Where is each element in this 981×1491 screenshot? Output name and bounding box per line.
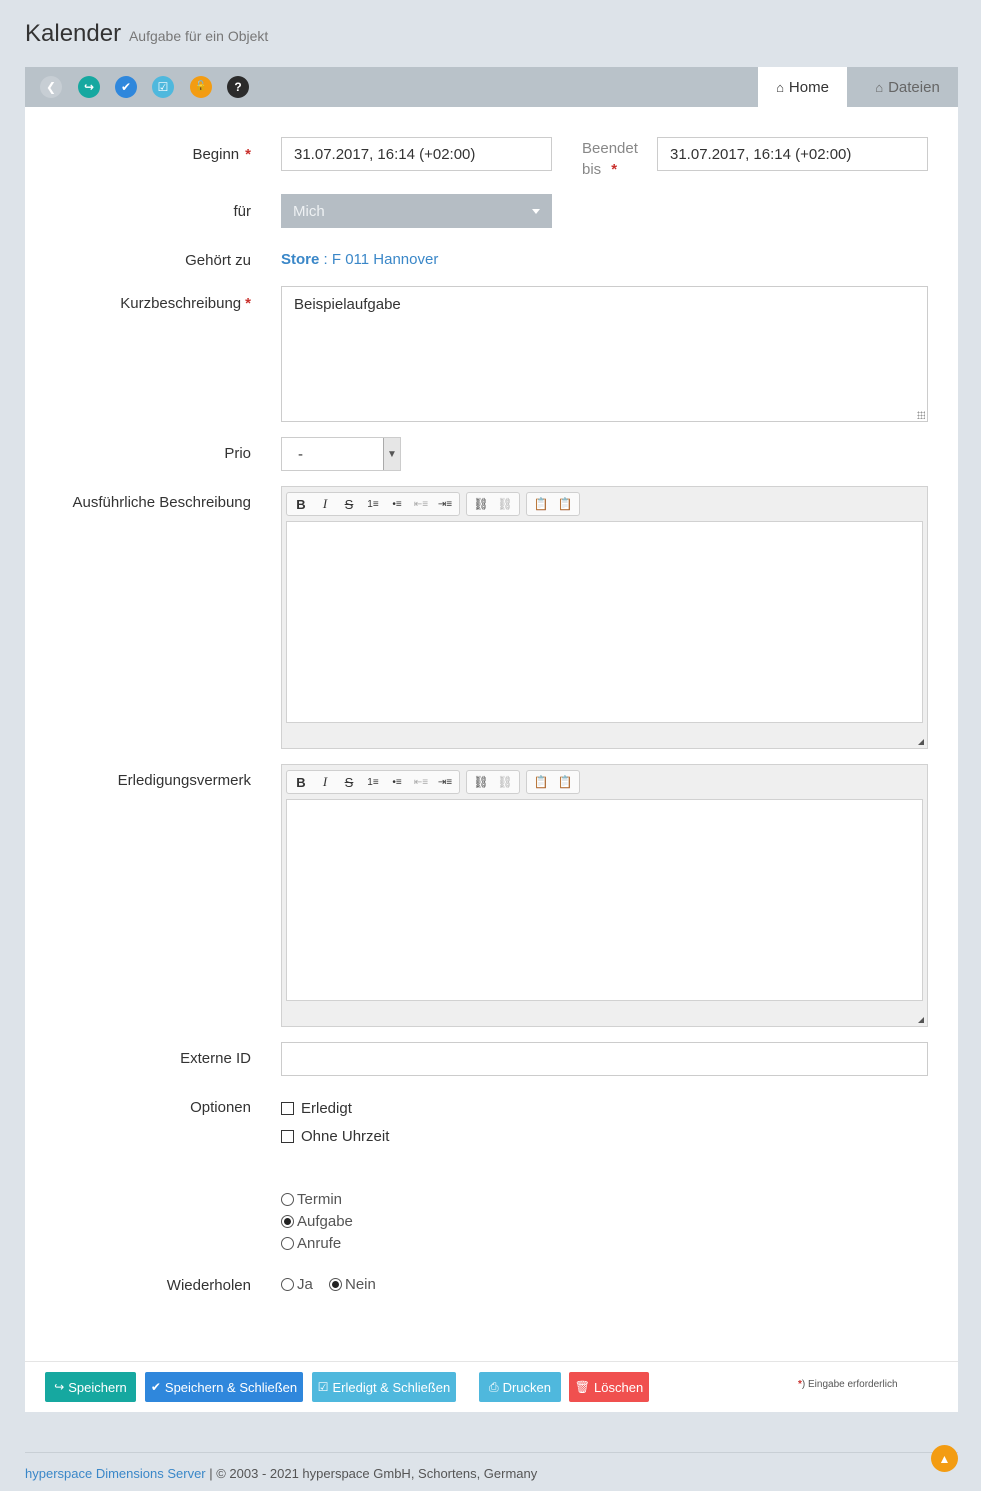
link-icon[interactable]: ⛓ bbox=[473, 497, 489, 511]
chevron-up-icon: ▲ bbox=[938, 1451, 951, 1466]
radio-circle[interactable] bbox=[281, 1278, 294, 1291]
beginn-input[interactable]: 31.07.2017, 16:14 (+02:00) bbox=[281, 137, 552, 171]
italic-icon[interactable]: I bbox=[322, 774, 328, 789]
gehoert-separator: : bbox=[319, 251, 332, 268]
radio-nein-label: Nein bbox=[345, 1276, 376, 1293]
beendet-label-line2: bis bbox=[582, 161, 602, 178]
check-glyph: ✔ bbox=[120, 80, 132, 94]
speichern-schliessen-button[interactable] bbox=[145, 1372, 303, 1402]
link-icon[interactable]: ⛓ bbox=[473, 775, 489, 789]
tab-home-label: Home bbox=[788, 78, 829, 96]
speichern-button[interactable] bbox=[45, 1372, 136, 1402]
outdent-icon[interactable]: ⇤≡ bbox=[413, 498, 429, 510]
gehoert-label: Gehört zu bbox=[185, 252, 251, 269]
erled-editor-area[interactable] bbox=[286, 799, 923, 1001]
required-hint bbox=[798, 1379, 898, 1390]
paste-text-icon[interactable]: 📋 bbox=[557, 775, 573, 789]
caret-down-icon bbox=[532, 209, 540, 214]
home-icon: ⌂ bbox=[776, 79, 784, 95]
resize-handle-icon[interactable] bbox=[918, 1017, 924, 1023]
unlink-icon[interactable]: ⛓ bbox=[497, 775, 513, 789]
paste-group bbox=[526, 492, 580, 516]
help-icon[interactable] bbox=[227, 76, 249, 98]
fuer-select bbox=[281, 194, 552, 228]
radio-anrufe[interactable] bbox=[281, 1235, 341, 1252]
unlink-icon[interactable]: ⛓ bbox=[497, 497, 513, 511]
checkbox-box[interactable] bbox=[281, 1102, 294, 1115]
kurz-textarea[interactable] bbox=[281, 286, 928, 422]
footer-link[interactable]: hyperspace Dimensions Server bbox=[25, 1466, 206, 1481]
tab-files-label: Dateien bbox=[888, 78, 940, 96]
erledigt-schliessen-label: Erledigt & Schließen bbox=[332, 1379, 451, 1395]
strikethrough-icon[interactable]: S bbox=[344, 774, 354, 790]
checkbox-erledigt[interactable] bbox=[281, 1100, 352, 1117]
back-icon[interactable] bbox=[40, 76, 62, 98]
erled-label: Erledigungsvermerk bbox=[117, 772, 251, 789]
checkbox-ohne-uhrzeit[interactable] bbox=[281, 1128, 389, 1145]
trash-icon: 🗑 bbox=[574, 1380, 591, 1394]
required-hint-text: ) Eingabe erforderlich bbox=[801, 1379, 898, 1390]
radio-circle[interactable] bbox=[281, 1193, 294, 1206]
ordered-list-icon[interactable]: 1≡ bbox=[367, 776, 379, 788]
unlock-icon[interactable] bbox=[190, 76, 212, 98]
beendet-input[interactable]: 31.07.2017, 16:14 (+02:00) bbox=[657, 137, 928, 171]
chevron-down-icon[interactable]: ▼ bbox=[383, 438, 400, 470]
strikethrough-icon[interactable]: S bbox=[344, 496, 354, 512]
format-group bbox=[286, 492, 460, 516]
paste-group bbox=[526, 770, 580, 794]
radio-circle[interactable] bbox=[281, 1237, 294, 1250]
prio-value: - bbox=[298, 445, 303, 463]
radio-ja[interactable] bbox=[281, 1276, 313, 1293]
share-icon: ↪ bbox=[54, 1380, 65, 1394]
ausf-label: Ausführliche Beschreibung bbox=[72, 494, 251, 511]
radio-circle-selected[interactable] bbox=[281, 1215, 294, 1228]
paste-word-icon[interactable]: 📋 bbox=[533, 775, 549, 789]
radio-aufgabe[interactable] bbox=[281, 1213, 353, 1230]
bullet-list-icon[interactable]: •≡ bbox=[392, 498, 402, 510]
checkbox-box[interactable] bbox=[281, 1130, 294, 1143]
drucken-label: Drucken bbox=[502, 1379, 552, 1395]
radio-aufgabe-label: Aufgabe bbox=[297, 1213, 353, 1230]
radio-anrufe-label: Anrufe bbox=[297, 1235, 342, 1252]
page-title bbox=[25, 20, 268, 48]
back-glyph: ❮ bbox=[45, 80, 57, 94]
beginn-label-text: Beginn bbox=[192, 146, 240, 163]
required-hint-mark: * bbox=[798, 1379, 802, 1390]
fuer-select-value: Mich bbox=[293, 202, 325, 220]
check-square-icon: ☑ bbox=[317, 1380, 329, 1394]
check-square-glyph: ☑ bbox=[157, 80, 169, 94]
required-mark: * bbox=[245, 295, 251, 312]
beginn-label bbox=[192, 146, 251, 163]
drucken-button[interactable] bbox=[479, 1372, 561, 1402]
help-glyph: ? bbox=[234, 80, 242, 94]
required-mark: * bbox=[245, 146, 251, 163]
radio-circle-selected[interactable] bbox=[329, 1278, 342, 1291]
paste-word-icon[interactable]: 📋 bbox=[533, 497, 549, 511]
checkbox-erledigt-label: Erledigt bbox=[301, 1100, 352, 1117]
kurz-value: Beispielaufgabe bbox=[294, 296, 401, 313]
main-card bbox=[25, 67, 958, 1412]
checkbox-ohne-uhrzeit-label: Ohne Uhrzeit bbox=[301, 1128, 390, 1145]
page-footer bbox=[25, 1452, 958, 1481]
kurz-label-text: Kurzbeschreibung bbox=[120, 295, 242, 312]
optionen-label: Optionen bbox=[190, 1099, 251, 1116]
page-subtitle: Aufgabe für ein Objekt bbox=[128, 28, 269, 44]
kurz-label bbox=[120, 295, 251, 312]
unlock-glyph: 🔓 bbox=[194, 81, 208, 92]
scroll-top-button[interactable] bbox=[931, 1445, 958, 1472]
gehoert-value: F 011 Hannover bbox=[331, 251, 439, 268]
extern-label: Externe ID bbox=[180, 1050, 251, 1067]
extern-input[interactable] bbox=[281, 1042, 928, 1076]
loeschen-label: Löschen bbox=[594, 1379, 644, 1395]
editor-toolbar bbox=[286, 770, 580, 794]
fuer-label: für bbox=[233, 203, 251, 220]
toolbar bbox=[25, 67, 958, 107]
wiederholen-label: Wiederholen bbox=[166, 1277, 251, 1294]
home-icon: ⌂ bbox=[875, 79, 884, 95]
bold-icon[interactable]: B bbox=[296, 774, 306, 790]
beendet-label bbox=[582, 138, 638, 180]
print-icon: ⎙ bbox=[488, 1379, 499, 1394]
check-icon[interactable] bbox=[115, 76, 137, 98]
ausf-editor bbox=[281, 486, 928, 749]
indent-icon[interactable]: ⇥≡ bbox=[437, 498, 453, 510]
link-group bbox=[466, 492, 520, 516]
share-icon[interactable] bbox=[78, 76, 100, 98]
ausf-editor-area[interactable] bbox=[286, 521, 923, 723]
tab-home[interactable] bbox=[758, 67, 847, 107]
radio-termin[interactable] bbox=[281, 1191, 342, 1208]
resize-handle-icon[interactable] bbox=[918, 739, 924, 745]
resize-grip-icon[interactable] bbox=[917, 411, 925, 419]
erledigt-schliessen-button[interactable] bbox=[312, 1372, 456, 1402]
outdent-icon[interactable]: ⇤≡ bbox=[413, 776, 429, 788]
radio-nein[interactable] bbox=[329, 1276, 376, 1293]
check-icon: ✔ bbox=[150, 1380, 161, 1394]
gehoert-link[interactable] bbox=[281, 251, 438, 268]
radio-termin-label: Termin bbox=[297, 1191, 343, 1208]
bullet-list-icon[interactable]: •≡ bbox=[392, 776, 402, 788]
prio-select[interactable] bbox=[281, 437, 401, 471]
gehoert-type: Store bbox=[281, 251, 320, 268]
italic-icon[interactable]: I bbox=[322, 496, 328, 511]
form-footer bbox=[25, 1361, 958, 1412]
bold-icon[interactable]: B bbox=[296, 496, 306, 512]
erled-editor bbox=[281, 764, 928, 1027]
ordered-list-icon[interactable]: 1≡ bbox=[367, 498, 379, 510]
check-square-icon[interactable] bbox=[152, 76, 174, 98]
tab-files[interactable] bbox=[857, 67, 958, 107]
paste-text-icon[interactable]: 📋 bbox=[557, 497, 573, 511]
speichern-schliessen-label: Speichern & Schließen bbox=[164, 1379, 298, 1395]
editor-toolbar bbox=[286, 492, 580, 516]
beendet-label-line1: Beendet bbox=[582, 140, 638, 157]
required-mark: * bbox=[611, 161, 618, 178]
radio-ja-label: Ja bbox=[297, 1276, 313, 1293]
indent-icon[interactable]: ⇥≡ bbox=[437, 776, 453, 788]
prio-label: Prio bbox=[224, 445, 251, 462]
loeschen-button[interactable] bbox=[569, 1372, 649, 1402]
speichern-label: Speichern bbox=[68, 1379, 127, 1395]
share-glyph: ↪ bbox=[83, 80, 95, 94]
link-group bbox=[466, 770, 520, 794]
page-heading: Kalender bbox=[25, 20, 122, 47]
footer-copyright: | © 2003 - 2021 hyperspace GmbH, Schortens, Germany bbox=[205, 1466, 538, 1481]
format-group bbox=[286, 770, 460, 794]
